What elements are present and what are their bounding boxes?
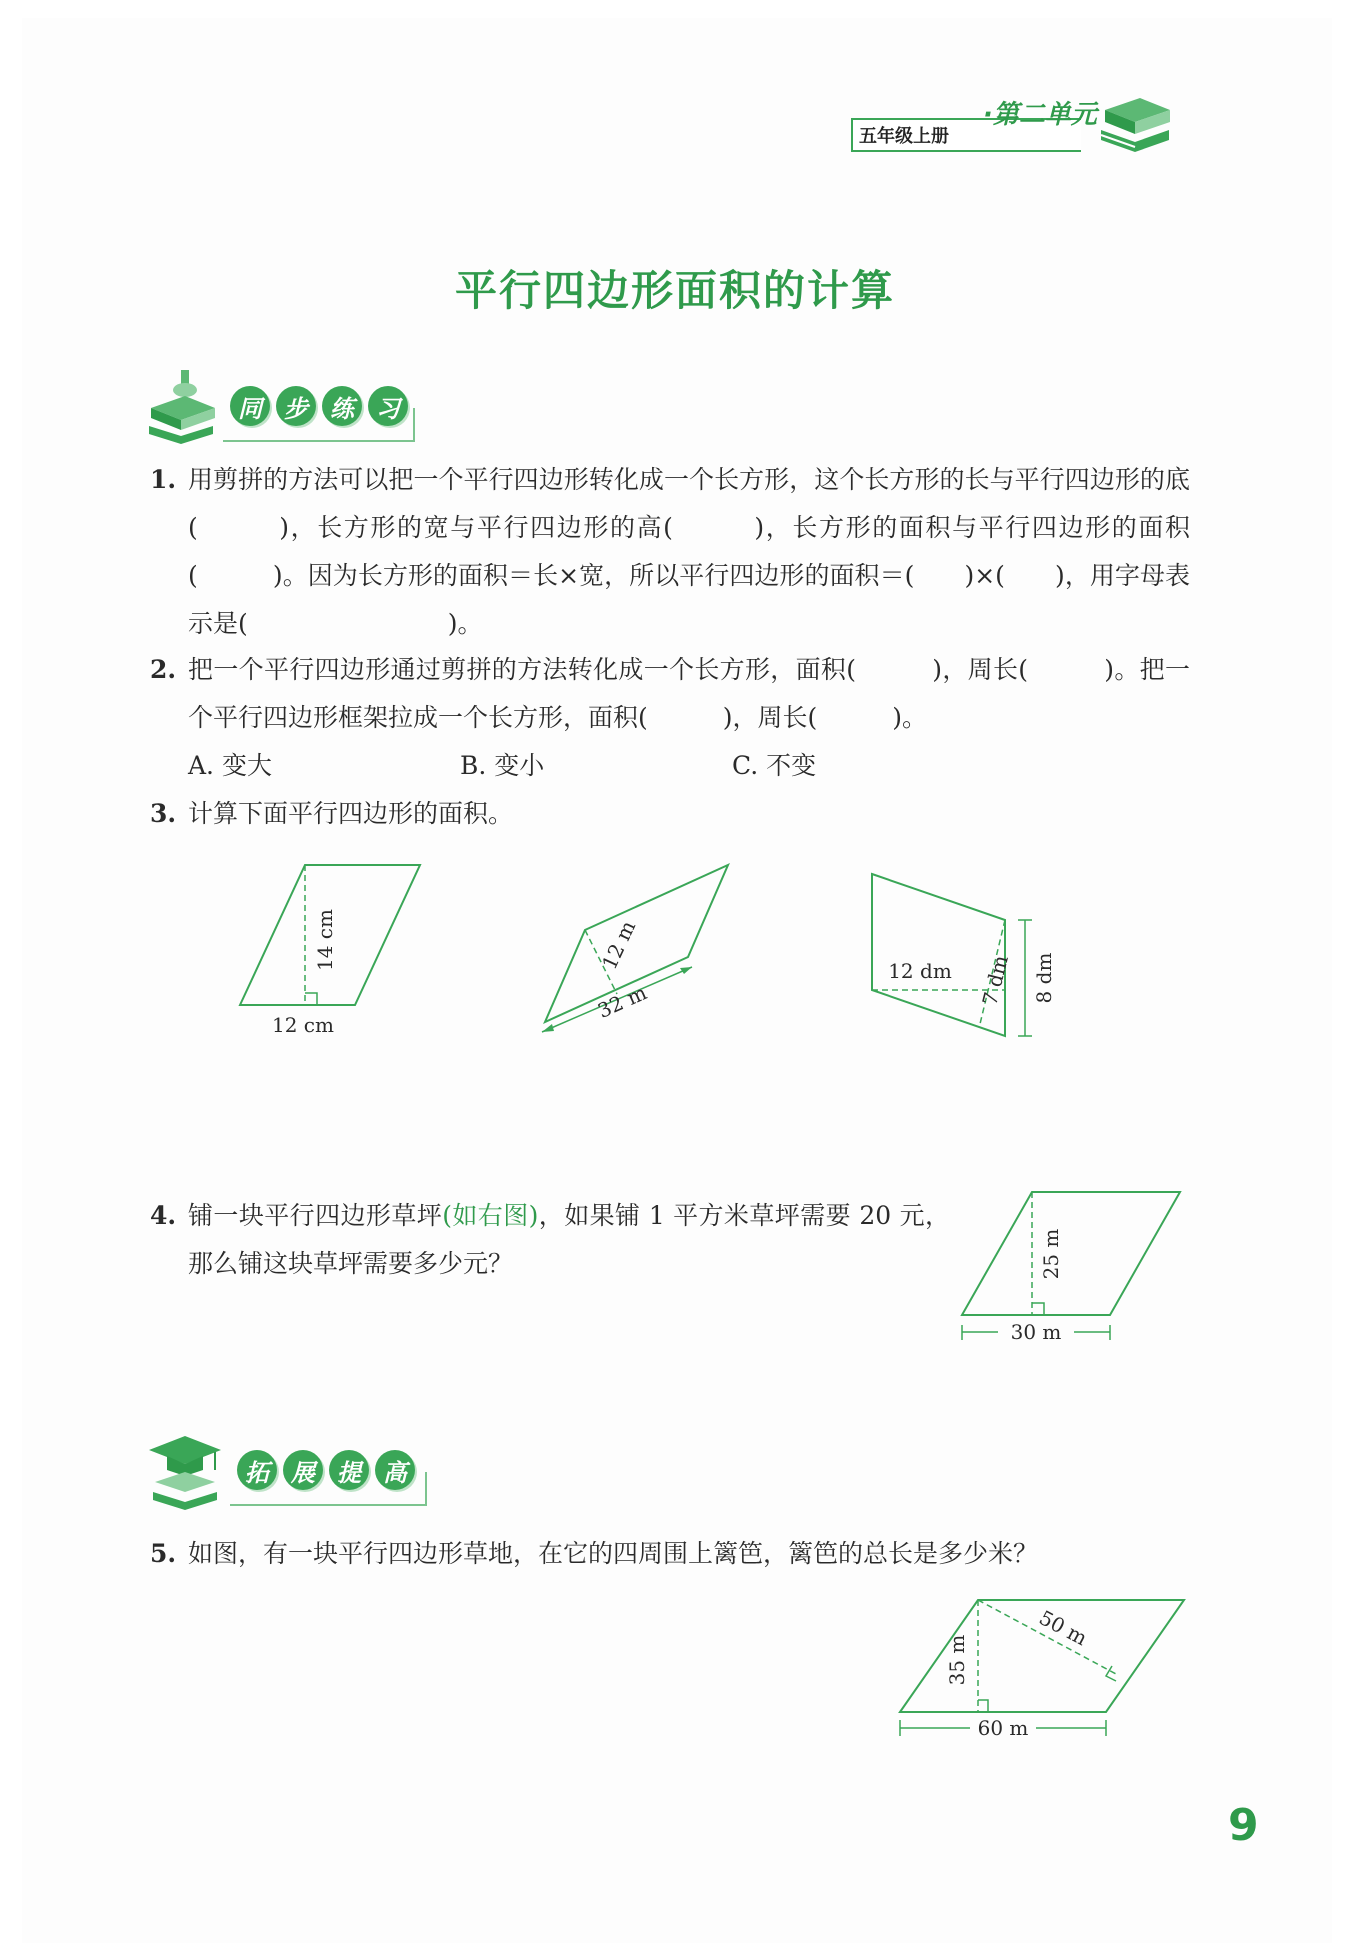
banner-char: 提: [329, 1450, 369, 1490]
banner-char: 练: [322, 386, 362, 426]
question-text: [188, 1192, 950, 1288]
q4-base-label: 30 m: [1010, 1320, 1062, 1344]
question-text: 用剪拼的方法可以把一个平行四边形转化成一个长方形，这个长方形的长与平行四边形的底( )，长方形的宽与平行四边形的高( )，长方形的面积与平行四边形的面积( )。因为长方形的面积＝长×宽，所以平行四边形的面积＝( )×( )，用字母表示是( )。: [188, 465, 1190, 638]
fig2-height-label: 12 m: [597, 916, 641, 974]
fig3-height-label: 7 dm: [977, 952, 1014, 1008]
fig1-base-label: 12 cm: [272, 1013, 334, 1037]
question-2: [150, 646, 1190, 790]
banner-line: [223, 408, 415, 442]
q4-text-b: ，如果铺 1 平方米草坪需要 20 元，那么铺这块草坪需要多少元？: [188, 1201, 950, 1278]
choice-list: [188, 742, 1190, 790]
unit-header: [845, 90, 1185, 165]
fig1-height-label: 14 cm: [313, 909, 337, 971]
question-3: [150, 790, 1190, 838]
question-number: 3.: [150, 799, 177, 828]
question-number: 5.: [150, 1539, 177, 1568]
question-4: [150, 1192, 950, 1288]
question-text: 计算下面平行四边形的面积。: [188, 799, 514, 828]
q5-height2-label: 50 m: [1035, 1605, 1092, 1651]
q3-figure-3: [860, 860, 1080, 1060]
choice-c: C. 不变: [732, 751, 817, 780]
question-text: 把一个平行四边形通过剪拼的方法转化成一个长方形，面积( )，周长( )。把一个平行四边形框架拉成一个长方形，面积( )，周长( )。: [188, 655, 1190, 732]
question-text: 如图，有一块平行四边形草地，在它的四周围上篱笆，篱笆的总长是多少米？: [188, 1539, 1039, 1568]
q3-figure-1: [225, 850, 435, 1040]
q4-text-a: 铺一块平行四边形草坪: [188, 1201, 443, 1230]
extend-banner: [145, 1430, 435, 1510]
question-number: 4.: [150, 1201, 177, 1230]
banner-char: 高: [375, 1450, 415, 1490]
books-icon: [1095, 90, 1175, 160]
graduation-cap-icon: [145, 1430, 225, 1510]
fig3-side-label: 8 dm: [1032, 952, 1056, 1004]
q5-figure: [890, 1590, 1190, 1755]
question-5: [150, 1530, 1190, 1578]
q3-figure-2: [530, 850, 750, 1040]
q4-height-label: 25 m: [1039, 1228, 1063, 1280]
q5-height1-label: 35 m: [945, 1634, 969, 1686]
grade-label: 五年级上册: [859, 126, 949, 147]
page-title: 平行四边形面积的计算: [454, 266, 895, 315]
practice-banner: [145, 368, 425, 448]
fig2-base-label: 32 m: [594, 980, 651, 1023]
q5-base-label: 60 m: [977, 1716, 1029, 1740]
stack-icon: [145, 368, 215, 448]
fig3-base-label: 12 dm: [888, 959, 952, 983]
q4-hint: (如右图): [442, 1201, 539, 1230]
question-number: 2.: [150, 655, 177, 684]
choice-a: A. 变大: [188, 751, 272, 780]
banner-char: 展: [283, 1450, 323, 1490]
banner-char: 习: [368, 386, 408, 426]
banner-char: 步: [276, 386, 316, 426]
question-1: [150, 456, 1190, 648]
banner-line: [230, 1472, 427, 1506]
banner-char: 同: [230, 386, 270, 426]
page-number: 9: [1228, 1800, 1259, 1851]
q4-figure: [950, 1180, 1190, 1350]
choice-b: B. 变小: [460, 751, 545, 780]
question-number: 1.: [150, 465, 177, 494]
unit-label: ·第二单元: [983, 100, 1097, 130]
banner-char: 拓: [237, 1450, 277, 1490]
